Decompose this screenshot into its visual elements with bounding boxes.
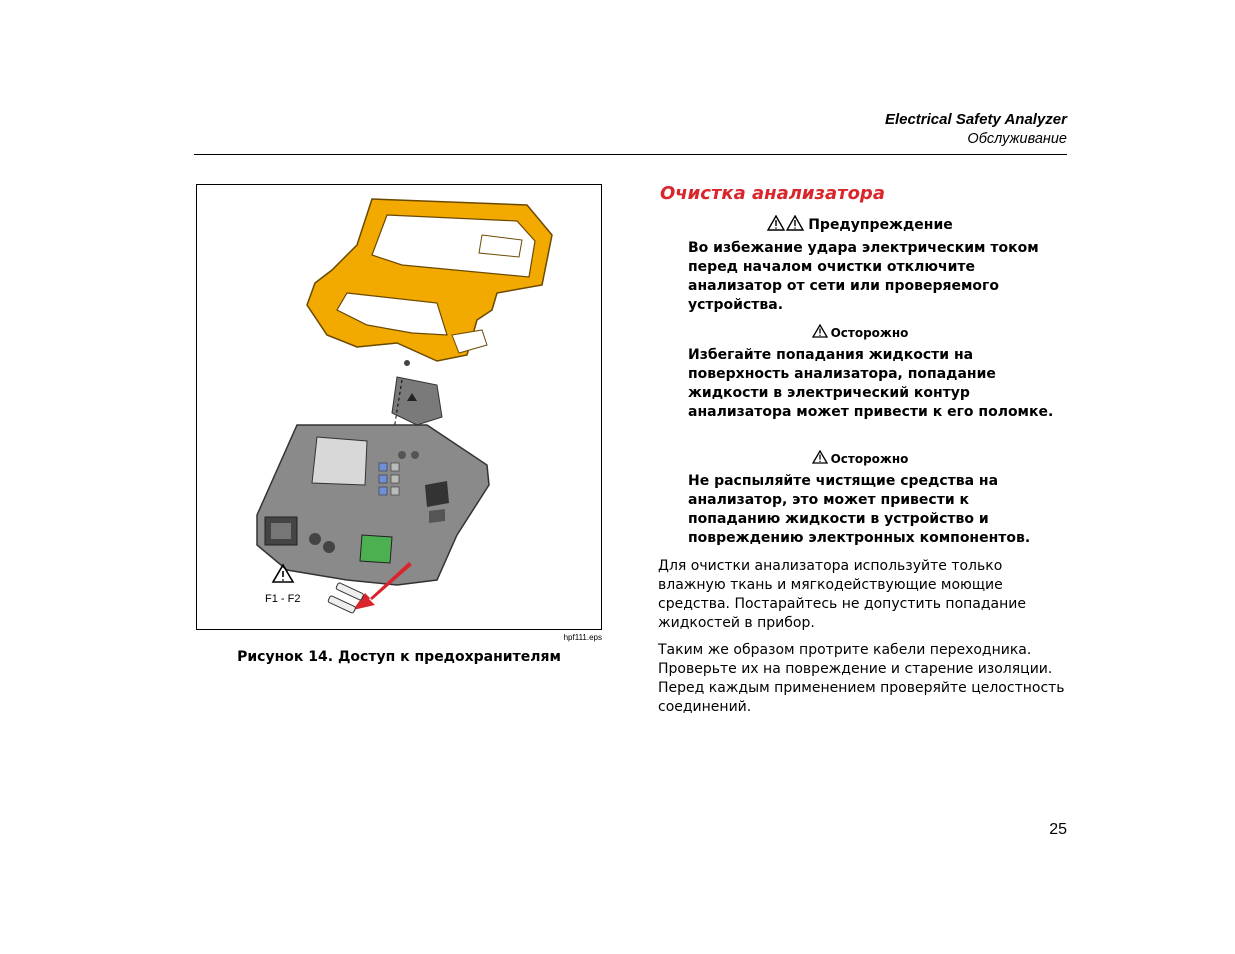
fuse-label: F1 - F2 — [265, 593, 301, 605]
caution-icon — [812, 324, 828, 341]
figure-filename: hpf111.eps — [563, 633, 602, 642]
section-title: Очистка анализатора — [660, 183, 885, 204]
caution1-text: Избегайте попадания жидкости на поверхность анализатора, попадание жидкости в электрический контур анализатора может привести к его поломке. — [688, 347, 1054, 420]
warning-text: Во избежание удара электрическим током перед началом очистки отключите анализатор от сети или проверяемого устройства. — [688, 240, 1039, 313]
caution-icon — [812, 450, 828, 467]
figure-caption: Рисунок 14. Доступ к предохранителям — [237, 649, 561, 665]
fuses — [328, 582, 364, 613]
caution2-heading — [686, 450, 1034, 467]
warning-icon — [767, 215, 805, 235]
paragraph-cables: Таким же образом протрите кабели переходника. Проверьте их на повреждение и старение изоляции. Перед каждым применением проверяйте целостность соединений. — [658, 642, 1065, 715]
warning-heading-text: Предупреждение — [808, 217, 953, 233]
caution2-heading-text: Осторожно — [830, 451, 909, 466]
warning-heading — [686, 215, 1034, 235]
fuse-holder — [360, 535, 392, 563]
holster — [307, 199, 552, 361]
paragraph-cleaning: Для очистки анализатора используйте только влажную ткань и мягкодействующие моющие средства. Постарайтесь не допустить попадание жидкостей в прибор. — [658, 558, 1026, 631]
figure-frame — [196, 184, 602, 630]
page-number: 25 — [1049, 821, 1067, 838]
analyzer-device — [257, 425, 489, 585]
caution1-heading — [686, 324, 1034, 341]
caution2-text: Не распыляйте чистящие средства на анализатор, это может привести к попаданию жидкости в устройство и повреждению электронных компонентов. — [688, 473, 1031, 546]
caution1-heading-text: Осторожно — [830, 325, 909, 340]
doc-title: Electrical Safety Analyzer — [884, 111, 1067, 128]
header-divider — [194, 154, 1067, 155]
screw — [404, 360, 410, 366]
doc-subtitle: Обслуживание — [967, 131, 1067, 147]
fuse-access-illustration — [197, 185, 601, 629]
